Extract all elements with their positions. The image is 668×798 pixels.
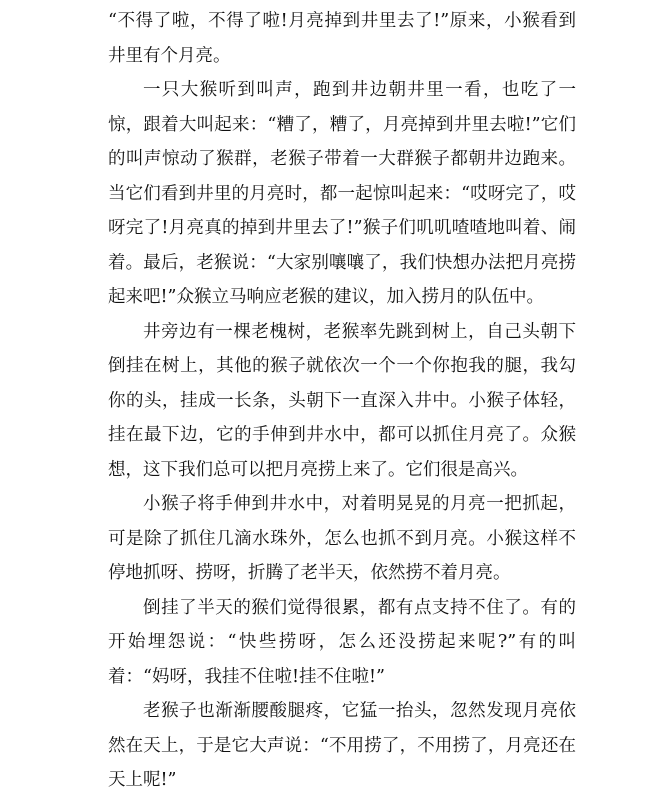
paragraph-3: 井旁边有一棵老槐树，老猴率先跳到树上，自己头朝下倒挂在树上，其他的猴子就依次一个一个你抱我的腿，我勾你的头，挂成一长条，头朝下一直深入井中。小猴子体轻，挂在最下边，它的手伸到井水中，都可以抓住月亮了。众猴想，这下我们总可以把月亮捞上来了。它们很是高兴。 <box>108 321 576 480</box>
story-text <box>108 4 576 798</box>
paragraph-6: 老猴子也渐渐腰酸腿疼，它猛一抬头，忽然发现月亮依然在天上，于是它大声说：“不用捞了，不用捞了，月亮还在天上呢!” <box>108 701 576 790</box>
paragraph-4: 小猴子将手伸到井水中，对着明晃晃的月亮一把抓起，可是除了抓住几滴水珠外，怎么也抓不到月亮。小猴这样不停地抓呀、捞呀，折腾了老半天，依然捞不着月亮。 <box>108 494 576 583</box>
paragraph-2: 一只大猴听到叫声，跑到井边朝井里一看，也吃了一惊，跟着大叫起来：“糟了，糟了，月亮掉到井里去啦!”它们的叫声惊动了猴群，老猴子带着一大群猴子都朝井边跑来。当它们看到井里的月亮时，都一起惊叫起来：“哎呀完了，哎呀完了!月亮真的掉到井里去了!”猴子们叽叽喳喳地叫着、闹着。最后，老猴说：“大家别嚷嚷了，我们快想办法把月亮捞起来吧!”众猴立马响应老猴的建议，加入捞月的队伍中。 <box>108 80 576 307</box>
paragraph-1: “不得了啦，不得了啦!月亮掉到井里去了!”原来，小猴看到井里有个月亮。 <box>108 11 576 66</box>
paragraph-5: 倒挂了半天的猴们觉得很累，都有点支持不住了。有的开始埋怨说：“快些捞呀，怎么还没捞起来呢?”有的叫着：“妈呀，我挂不住啦!挂不住啦!” <box>108 597 576 687</box>
